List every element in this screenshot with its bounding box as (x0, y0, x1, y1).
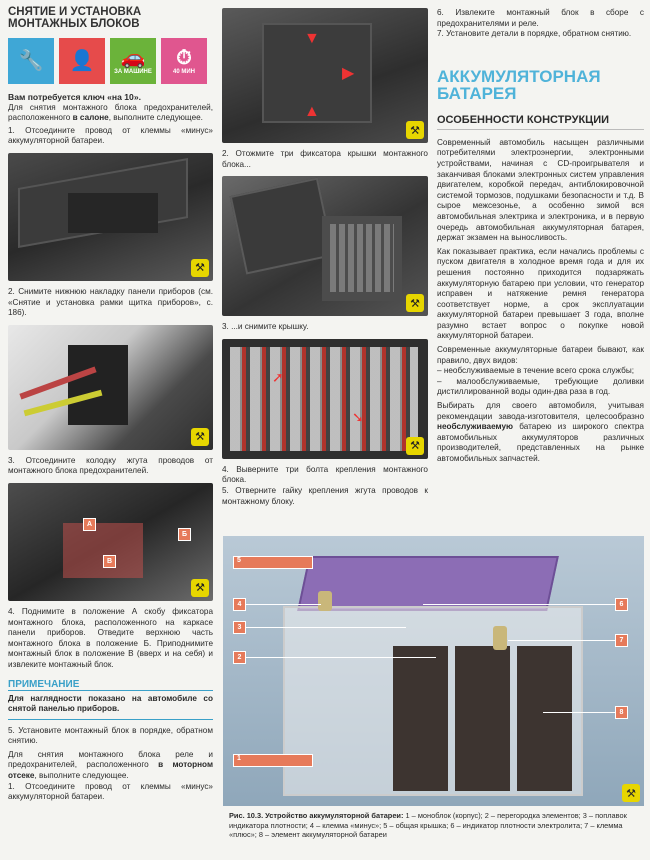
arrow-right-icon: ▶ (342, 65, 355, 82)
paragraph-3: Современные аккумуляторные батареи бывают, как правило, двух видов: (437, 345, 644, 365)
photo-fuse-box-cover (222, 8, 428, 143)
tool-badge-icon: ⚒ (622, 784, 640, 802)
label-b: Б (178, 528, 191, 541)
tool-badge-icon: ⚒ (191, 259, 209, 277)
paragraph-1: Современный автомобиль насыщен различными потребителями электроэнергии, электронными устройствами, начиная с CD-проигрывателя и заканчивая блоками электронных систем управления двигателем, коробкой передач, антиблокировочной системой тормозов, подушками безопасности и т.д. В сырое межсезонье, а особенно зимой вся автомобильная электрика и электроника, и в первую очередь автомобильная аккумуляторная батарея, держат экзамен на выносливость. (437, 137, 644, 243)
label-7: 7 (615, 634, 628, 647)
intro-text: Для снятия монтажного блока предохранителей, расположенного в салоне, выполните следующее. (8, 102, 213, 123)
step-2: 2. Снимите нижнюю накладку панели приборов (см. «Снятие и установка рамки щитка приборов», с. 186). (8, 286, 213, 318)
step-4: 4. Поднимите в положение А скобу фиксатора монтажного блока, расположенного на каркасе панели приборов. Отведите верхнюю часть монтажного блока в положение Б. Приподнимите монтажный блок в положение В (вверх и на себя) и извлеките монтажный блок. (8, 606, 213, 669)
label-4: 4 (233, 598, 246, 611)
intro-text-2: Для снятия монтажного блока реле и предохранителей, расположенного в моторном отсеке, выполните следующее. (8, 749, 213, 781)
label-3: 3 (233, 621, 246, 634)
list-item-1: – необслуживаемые в течение всего срока службы; (437, 366, 634, 376)
note-title: ПРИМЕЧАНИЕ (8, 679, 213, 691)
step-m3: 4. Выверните три болта крепления монтажного блока. (222, 464, 428, 485)
step-r6: 6. Извлеките монтажный блок в сборе с предохранителями и реле. (437, 8, 644, 28)
wrench-icon: 🔧 (8, 38, 54, 84)
photo-fuse-box-bolts (222, 339, 428, 459)
photo-wiring-connector (8, 325, 213, 450)
label-a: А (83, 518, 96, 531)
clock-icon: ⏱ 40 МИН (161, 38, 207, 84)
label-v: В (103, 555, 116, 568)
paragraph-4: Выбирать для своего автомобиля, учитывая рекомендации завода-изготовителя, целесообразно необслуживаемую батарею из широкого спектра автомобильных аккумуляторов различных производителей, представленных на рынке автомобильных запчастей. (437, 401, 644, 463)
step-r7: 7. Установите детали в порядке, обратном снятию. (437, 29, 632, 39)
step-m1: 2. Отожмите три фиксатора крышки монтажного блока... (222, 149, 428, 169)
step-m2: 3. ...и снимите крышку. (222, 322, 309, 332)
photo-dash-panel (8, 153, 213, 281)
label-8: 8 (615, 706, 628, 719)
column-right (437, 0, 644, 465)
tool-note: Вам потребуется ключ «на 10». (8, 92, 142, 102)
label-5: 5 (233, 556, 313, 569)
step-1: 1. Отсоедините провод от клеммы «минус» аккумуляторной батареи. (8, 125, 213, 146)
step-5: 5. Установите монтажный блок в порядке, обратном снятию. (8, 725, 213, 746)
column-middle (222, 0, 428, 507)
paragraph-2: Как показывает практика, если начались проблемы с пуском двигателя в холодное время года и для их решения постоянно приходится подзаряжать аккумуляторную батарею при условии, что генератор исправен и натяжение ремня генератора соответствует норме, а срок эксплуатации аккумуляторной батареи превышает 3 года, вполне разумно встает вопрос о покупке новой аккумуляторной батареи. (437, 246, 644, 341)
note-text: Для наглядности показано на автомобиле со снятой панелью приборов. (8, 694, 213, 720)
battery-section-title: АККУМУЛЯТОРНАЯ БАТАРЕЯ (437, 66, 601, 103)
info-icons (8, 38, 213, 84)
arrow-icon: ➚ (272, 368, 284, 385)
photo-fuse-box-bracket (8, 483, 213, 601)
step-m4: 5. Отверните гайку крепления жгута проводов к монтажному блоку. (222, 485, 428, 506)
design-features-title: ОСОБЕННОСТИ КОНСТРУКЦИИ (437, 114, 644, 130)
label-1: 1 (233, 754, 313, 767)
car-icon: 🚗 ЗА МАШИНЕ (110, 38, 156, 84)
tool-badge-icon: ⚒ (406, 437, 424, 455)
arrow-up-icon: ▲ (304, 103, 320, 120)
battery-photo (223, 536, 644, 806)
figure-caption: Рис. 10.3. Устройство аккумуляторной батареи: 1 – моноблок (корпус); 2 – перегородка элементов; 3 – поплавок индикатора плотности; 4 – клемма «минус»; 5 – общая крышка; 6 – индикатор плотности электролита; 7 – клемма «плюс»; 8 – элемент аккумуляторной батареи (229, 811, 627, 840)
person-icon: 👤 (59, 38, 105, 84)
photo-fuse-box-open (222, 176, 428, 316)
tool-badge-icon: ⚒ (191, 579, 209, 597)
arrow-down-icon: ▼ (304, 30, 320, 47)
step-6: 1. Отсоедините провод от клеммы «минус» аккумуляторной батареи. (8, 781, 213, 802)
column-left (8, 0, 213, 803)
list-item-2: – малообслуживаемые, требующие доливки дистиллированной воды один-два раза в год. (437, 376, 644, 397)
tool-badge-icon: ⚒ (406, 121, 424, 139)
tool-badge-icon: ⚒ (191, 428, 209, 446)
label-2: 2 (233, 651, 246, 664)
battery-figure (223, 536, 644, 854)
step-3: 3. Отсоедините колодку жгута проводов от монтажного блока предохранителей. (8, 455, 213, 476)
arrow-icon: ➘ (352, 408, 364, 425)
section-title: СНЯТИЕ И УСТАНОВКА МОНТАЖНЫХ БЛОКОВ (8, 6, 142, 30)
tool-badge-icon: ⚒ (406, 294, 424, 312)
label-6: 6 (615, 598, 628, 611)
